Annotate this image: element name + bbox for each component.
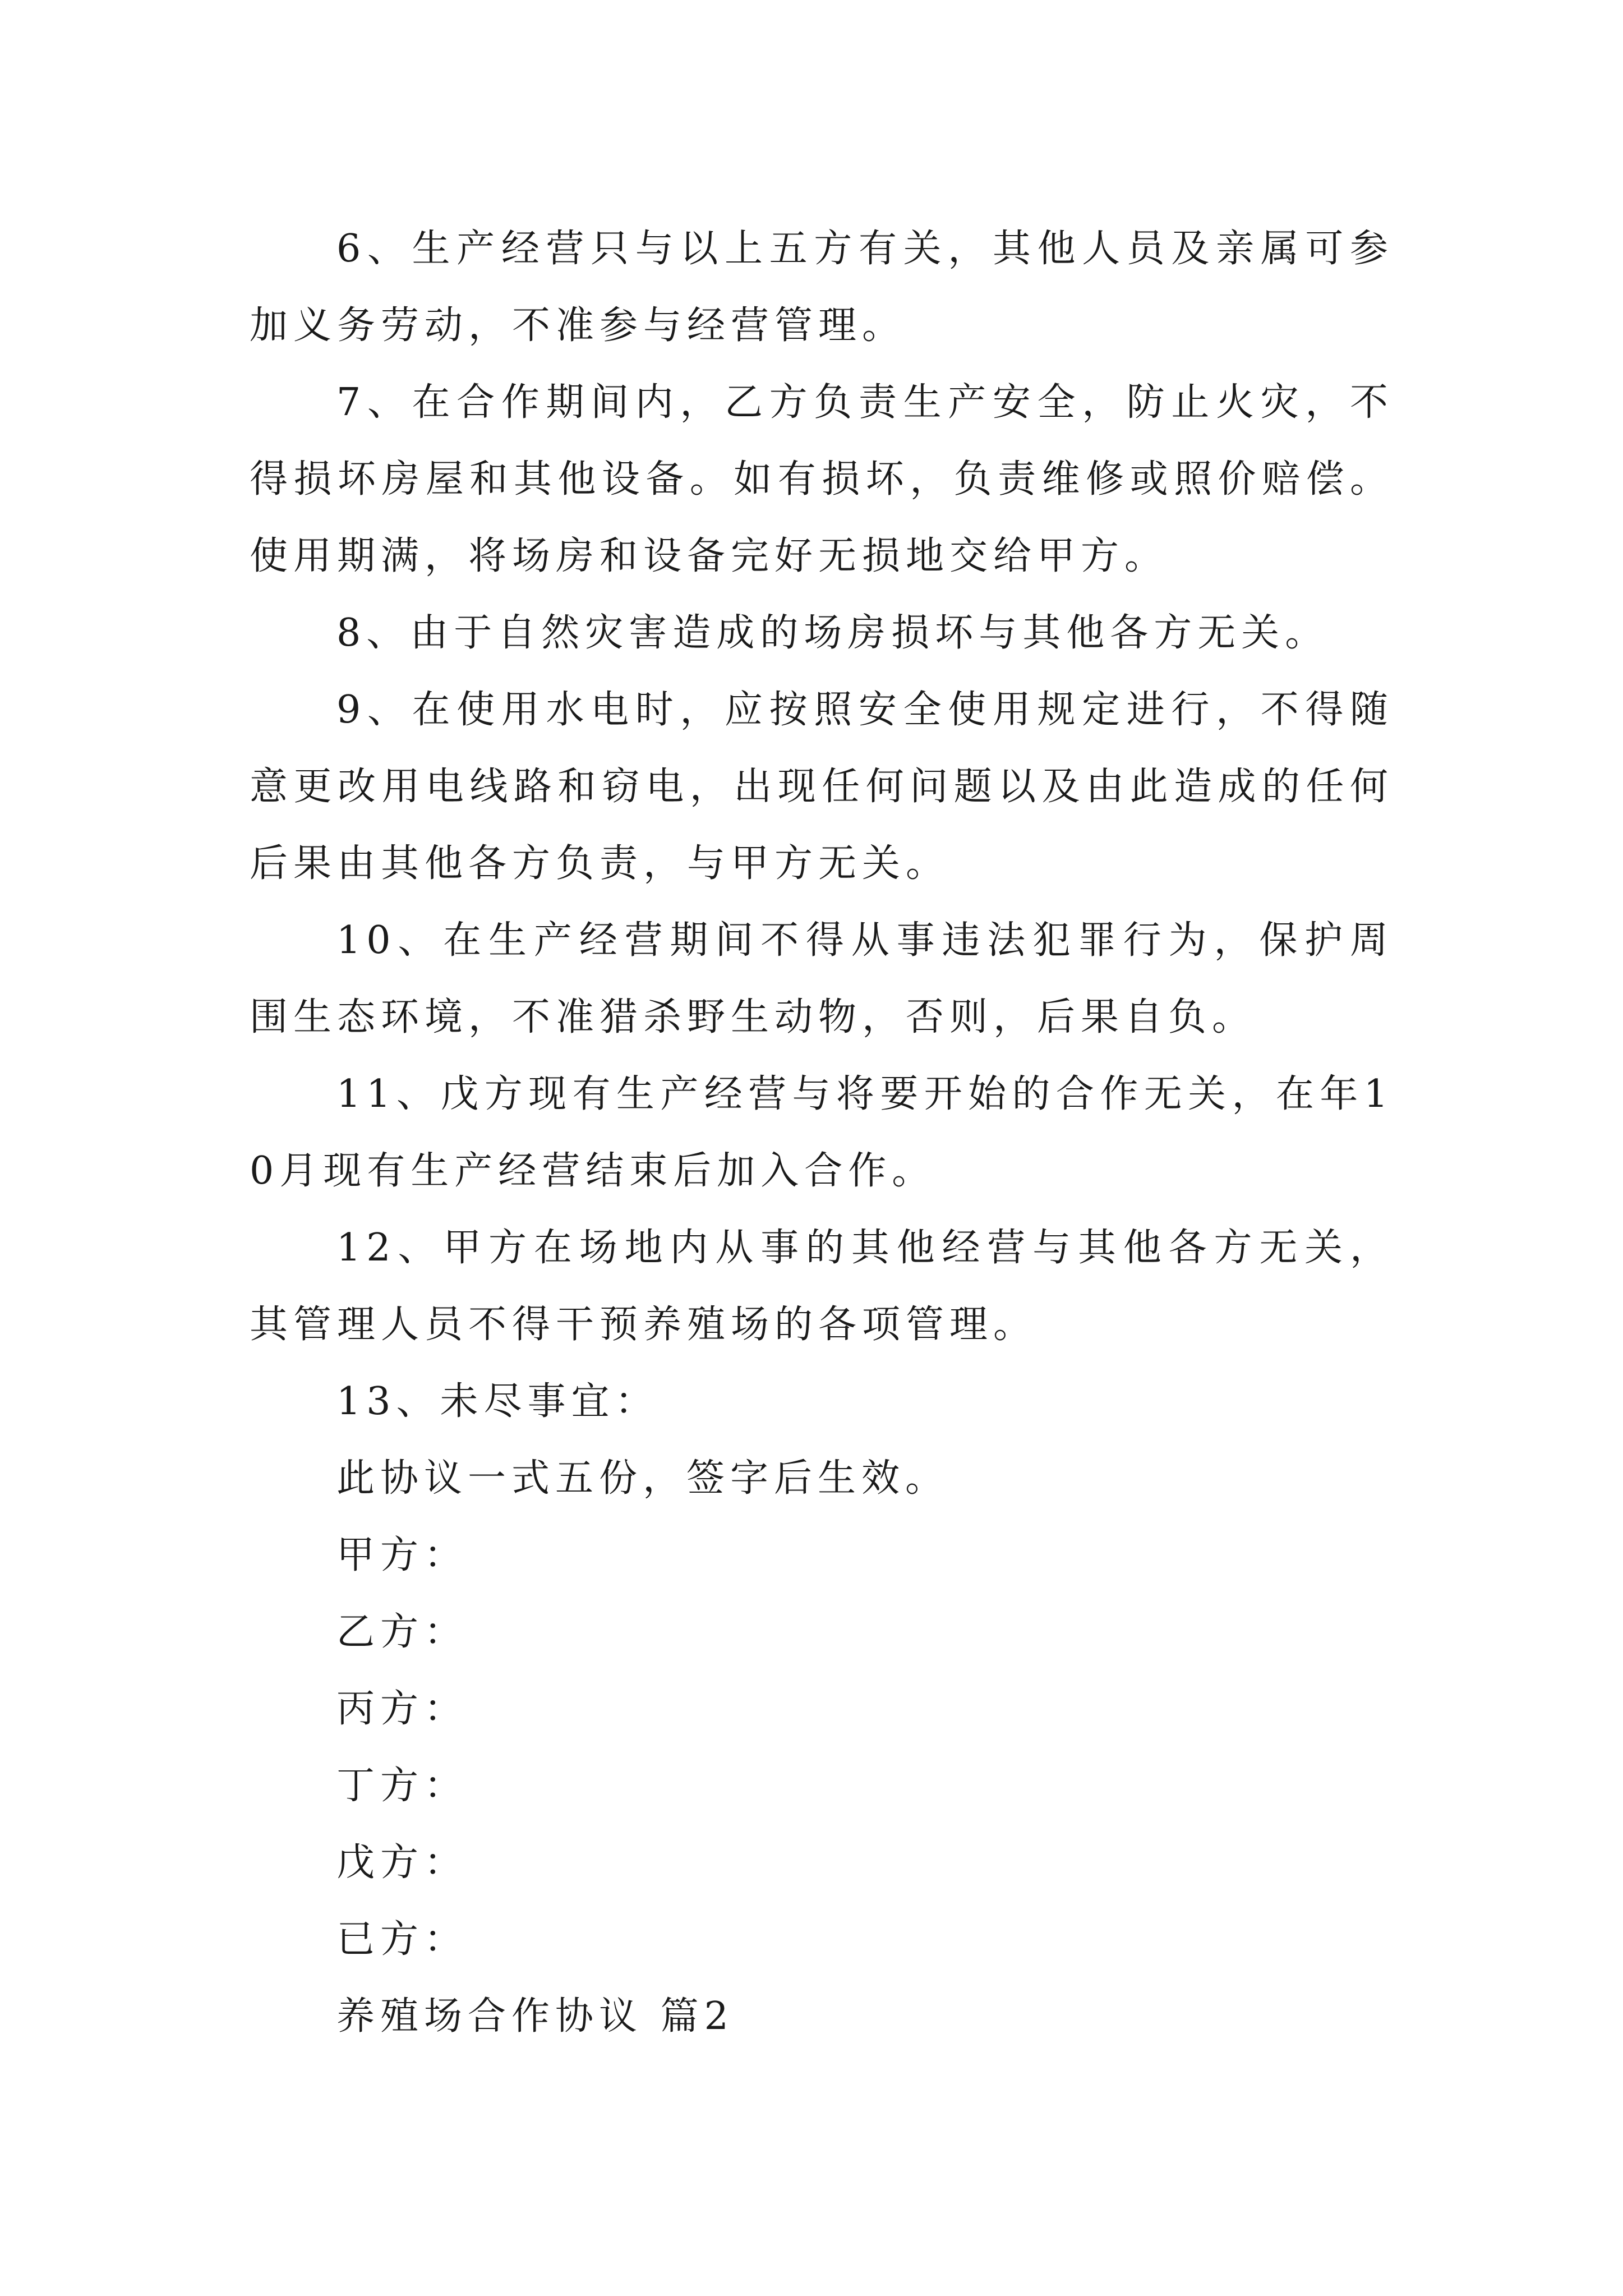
clause-10: 10、在生产经营期间不得从事违法犯罪行为，保护周围生态环境，不准猎杀野生动物，否则，后果自负。: [250, 918, 1394, 1039]
signature-party-bing: 丙方：: [336, 1687, 468, 1731]
closing-statement: 此协议一式五份，签字后生效。: [336, 1456, 949, 1501]
document-body: [250, 210, 1394, 2055]
clause-9: 9、在使用水电时，应按照安全使用规定进行，不得随意更改用电线路和窃电，出现任何问题以及由此造成的任何后果由其他各方负责，与甲方无关。: [250, 688, 1394, 886]
clause-13: 13、未尽事宜：: [336, 1379, 659, 1424]
signature-party-wu: 戊方：: [336, 1841, 468, 1885]
clause-11: 11、戊方现有生产经营与将要开始的合作无关，在年10月现有生产经营结束后加入合作。: [250, 1072, 1394, 1193]
signature-party-ding: 丁方：: [336, 1764, 468, 1808]
next-section-title: 养殖场合作协议 篇2: [336, 1994, 734, 2039]
clause-8: 8、由于自然灾害造成的场房损坏与其他各方无关。: [336, 611, 1329, 655]
signature-party-yi: 乙方：: [336, 1610, 468, 1654]
clause-7: 7、在合作期间内，乙方负责生产安全，防止火灾，不得损坏房屋和其他设备。如有损坏，负责维修或照价赔偿。使用期满，将场房和设备完好无损地交给甲方。: [250, 380, 1394, 578]
signature-party-ji: 已方：: [336, 1917, 468, 1962]
clause-6: 6、生产经营只与以上五方有关，其他人员及亲属可参加义务劳动，不准参与经营管理。: [250, 227, 1394, 348]
clause-12: 12、甲方在场地内从事的其他经营与其他各方无关，其管理人员不得干预养殖场的各项管理。: [250, 1226, 1394, 1347]
signature-party-jia: 甲方：: [336, 1533, 468, 1577]
